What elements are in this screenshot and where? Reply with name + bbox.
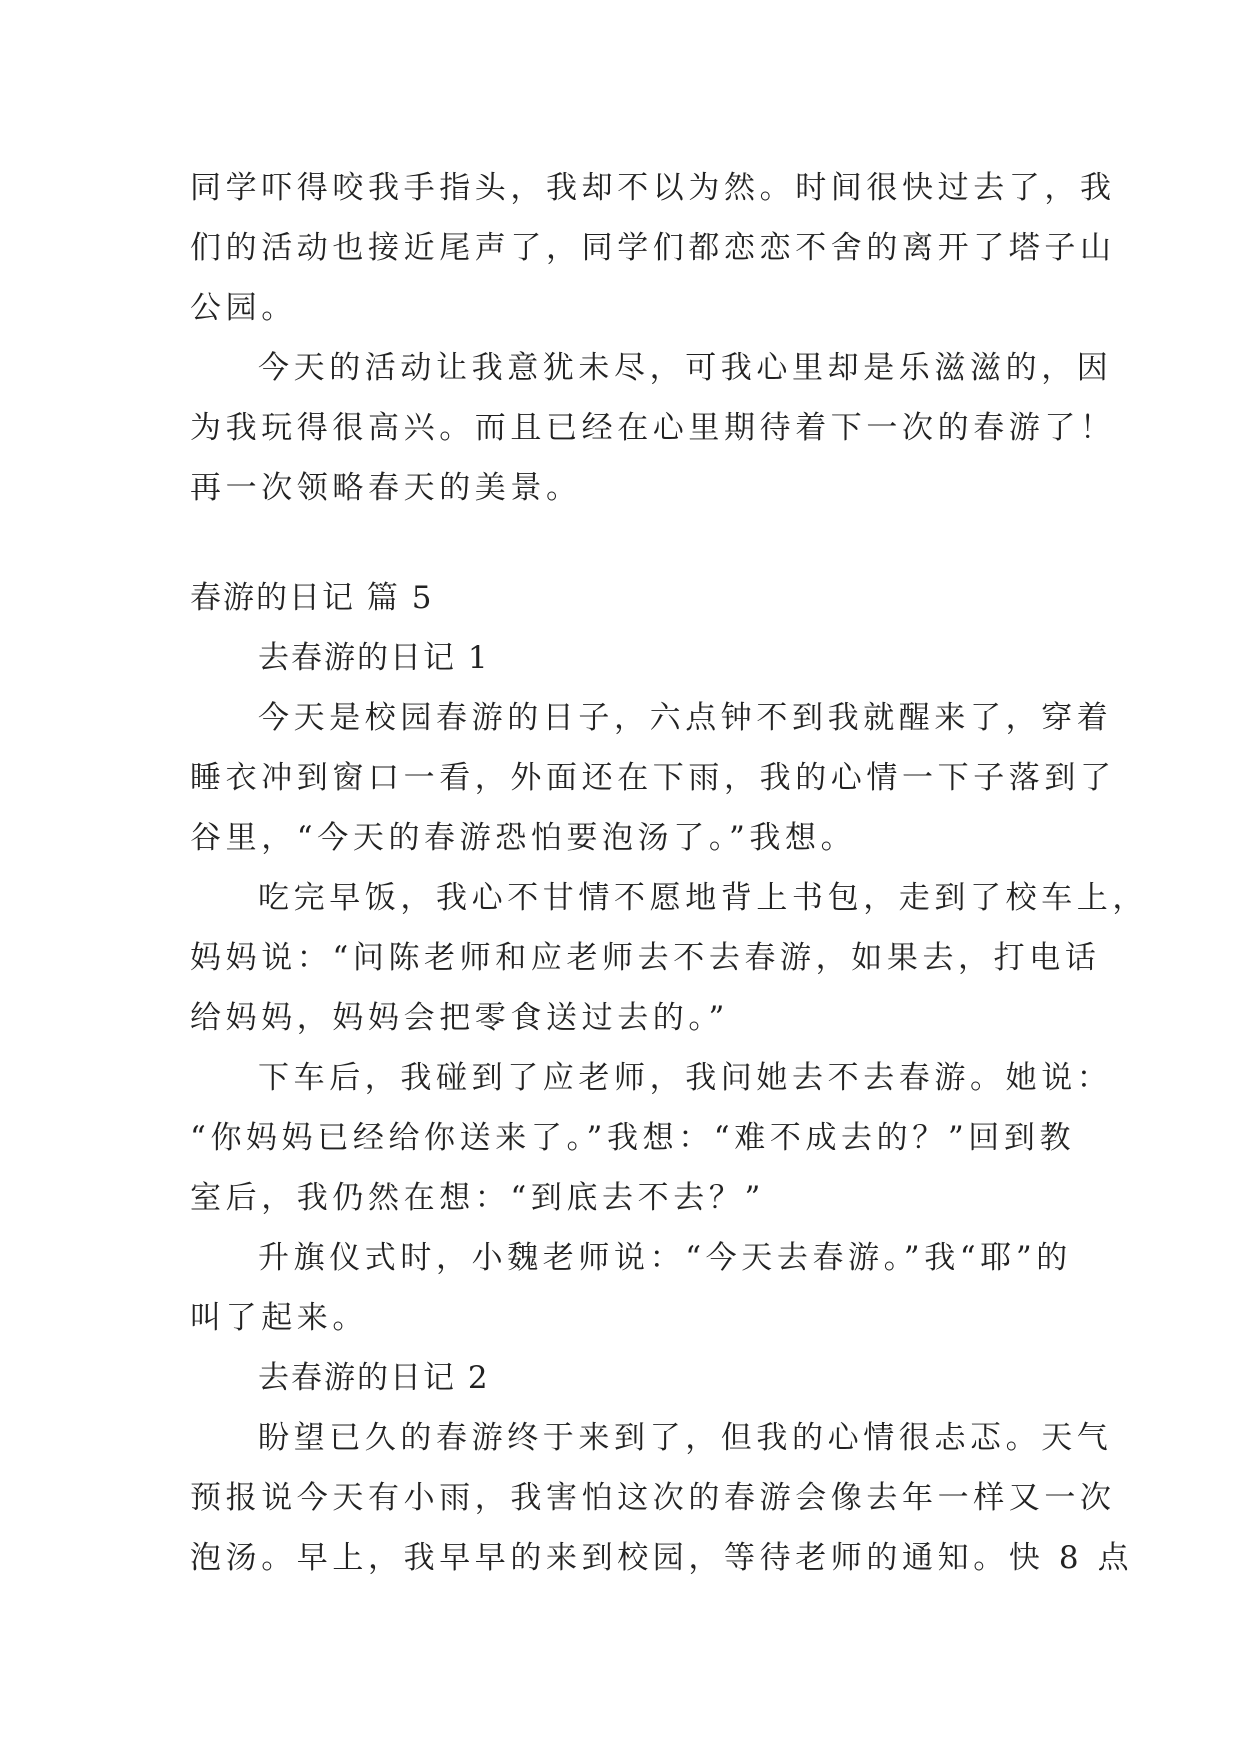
paragraph-first-line: 下车后，我碰到了应老师，我问她去不去春游。她说： — [258, 1060, 1113, 1096]
text-line: 妈妈说：“问陈老师和应老师去不去春游，如果去，打电话 — [190, 940, 1101, 976]
paragraph-first-line: 盼望已久的春游终于来到了，但我的心情很忐忑。天气 — [258, 1420, 1113, 1456]
text-line: 泡汤。早上，我早早的来到校园，等待老师的通知。快 8 点 — [190, 1540, 1134, 1576]
text-line: 们的活动也接近尾声了，同学们都恋恋不舍的离开了塔子山 — [190, 230, 1116, 266]
paragraph-first-line: 升旗仪式时，小魏老师说：“今天去春游。”我“耶”的 — [258, 1240, 1072, 1276]
text-line: 叫了起来。 — [190, 1300, 368, 1336]
paragraph-first-line: 吃完早饭，我心不甘情不愿地背上书包，走到了校车上， — [258, 880, 1148, 916]
paragraph-first-line: 今天是校园春游的日子，六点钟不到我就醒来了，穿着 — [258, 700, 1113, 736]
text-line: 给妈妈，妈妈会把零食送过去的。” — [190, 1000, 729, 1036]
text-line: 公园。 — [190, 290, 297, 326]
subsection-heading: 去春游的日记 2 — [258, 1360, 490, 1396]
text-line: “你妈妈已经给你送来了。”我想：“难不成去的？”回到教 — [190, 1120, 1076, 1156]
text-line: 再一次领略春天的美景。 — [190, 470, 582, 506]
section-heading: 春游的日记 篇 5 — [190, 580, 434, 616]
subsection-heading: 去春游的日记 1 — [258, 640, 490, 676]
text-line: 睡衣冲到窗口一看，外面还在下雨，我的心情一下子落到了 — [190, 760, 1116, 796]
paragraph-first-line: 今天的活动让我意犹未尽，可我心里却是乐滋滋的，因 — [258, 350, 1113, 386]
text-line: 同学吓得咬我手指头，我却不以为然。时间很快过去了，我 — [190, 170, 1116, 206]
text-line: 室后，我仍然在想：“到底去不去？” — [190, 1180, 765, 1216]
text-line: 为我玩得很高兴。而且已经在心里期待着下一次的春游了！ — [190, 410, 1116, 446]
text-line: 预报说今天有小雨，我害怕这次的春游会像去年一样又一次 — [190, 1480, 1116, 1516]
text-line: 谷里，“今天的春游恐怕要泡汤了。”我想。 — [190, 820, 857, 856]
